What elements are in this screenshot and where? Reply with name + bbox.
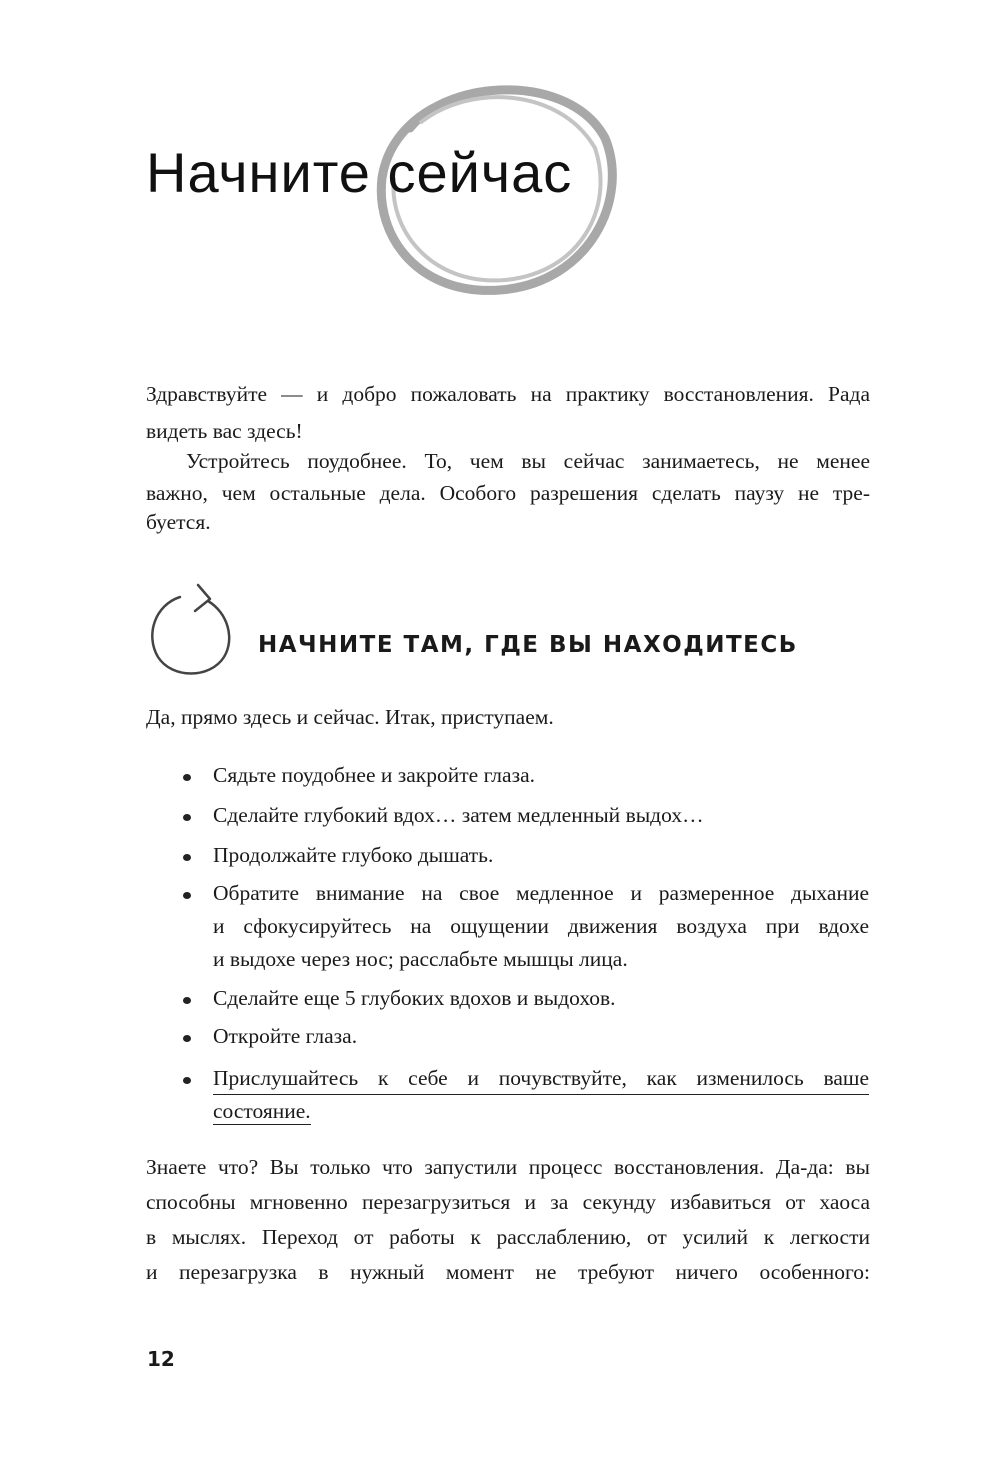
list-item-cont: и сфокусируйтесь на ощущении движения воздуха при вдохе [213,914,869,938]
list-item: Сделайте глубокий вдох… затем медленный выдох… [213,803,704,827]
closing-line: в мыслях. Переход от работы к расслаблению, от усилий к легкости [146,1225,870,1249]
list-item: Обратите внимание на свое медленное и размеренное дыхание [213,881,869,905]
bullet-icon [183,1035,191,1042]
section-heading: НАЧНИТЕ ТАМ, ГДЕ ВЫ НАХОДИТЕСЬ [258,632,798,658]
list-item: Откройте глаза. [213,1024,358,1048]
list-item-cont: и выдохе через нос; расслабьте мышцы лица. [213,947,628,971]
page-number: 12 [147,1347,175,1371]
bullet-icon [183,892,191,899]
closing-line: Знаете что? Вы только что запустили процесс восстановления. Да-да: вы [146,1155,870,1179]
list-item-cont-underlined [213,1096,311,1126]
intro-line: видеть вас здесь! [146,419,303,443]
intro-line: важно, чем остальные дела. Особого разрешения сделать паузу не тре- [146,481,870,505]
list-item-underlined: Прислушайтесь к себе и почувствуйте, как изменилось ваше [213,1063,869,1095]
bullet-icon [183,774,191,781]
bullet-icon [183,814,191,821]
intro-line: Устройтесь поудобнее. То, чем вы сейчас занимаетесь, не менее [186,449,870,473]
bullet-icon [183,1077,191,1084]
bullet-icon [183,997,191,1004]
closing-line: способны мгновенно перезагрузиться и за секунду избавиться от хаоса [146,1190,870,1214]
page-title: Начните сейчас [146,141,573,204]
list-item: Сядьте поудобнее и закройте глаза. [213,763,535,787]
circular-arrow-icon [140,575,240,685]
intro-line: буется. [146,510,211,534]
underlined-text: состояние. [213,1099,311,1123]
intro-line: Здравствуйте — и добро пожаловать на практику восстановления. Рада [146,382,870,406]
closing-line: и перезагрузка в нужный момент не требуют ничего особенного: [146,1260,870,1284]
list-item: Продолжайте глубоко дышать. [213,843,494,867]
list-item: Сделайте еще 5 глубоких вдохов и выдохов. [213,986,616,1010]
section-lead: Да, прямо здесь и сейчас. Итак, приступаем. [146,705,554,729]
bullet-icon [183,854,191,861]
